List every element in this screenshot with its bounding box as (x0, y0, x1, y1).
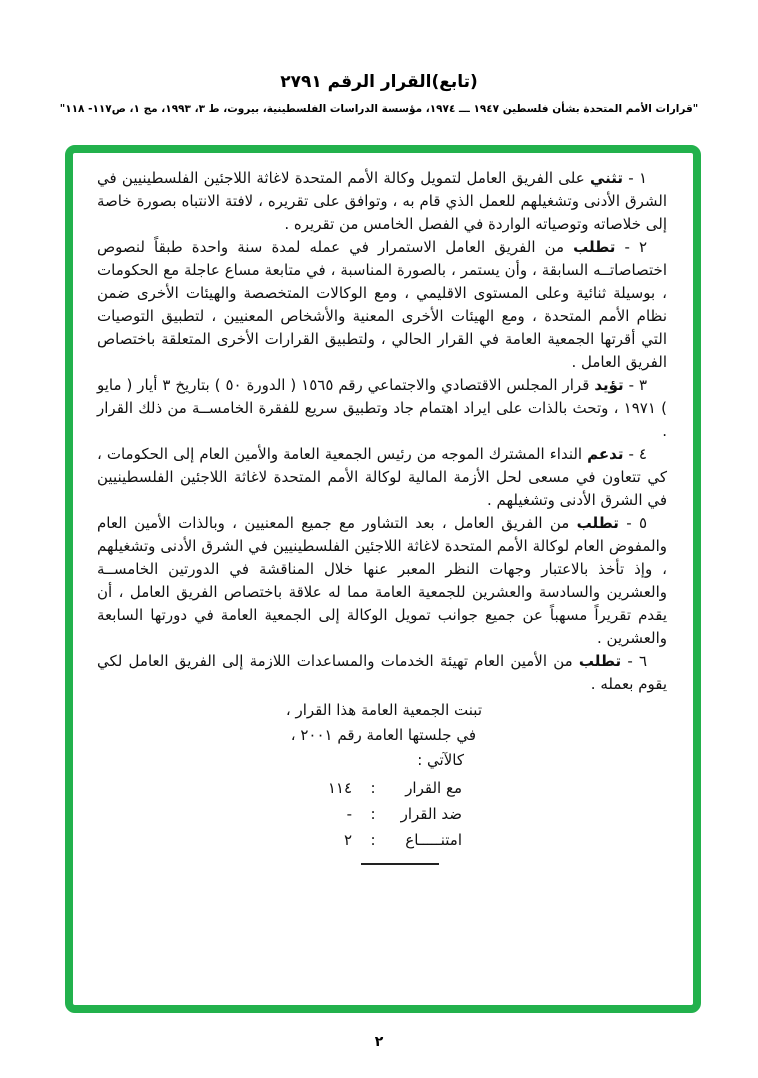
resolution-paragraph-6 (97, 650, 667, 696)
vote-against-label: ضد القرار (400, 805, 462, 823)
resolution-paragraph-2 (97, 236, 667, 374)
vote-abstain-count: ٢ (343, 831, 352, 849)
vote-row-against (97, 801, 462, 827)
paragraph-lead-word: تطلب (578, 652, 622, 670)
paragraph-number: ٥ - (626, 514, 647, 532)
vote-against-count: - (346, 805, 352, 823)
paragraph-number: ٤ - (628, 445, 647, 463)
paragraph-text: من الفريق العامل ، بعد التشاور مع جميع المعنيين ، وبالذات الأمين العام والمفوض العام لوكالة الأمم المتحدة لاغاثة اللاجئين الفلسطينيين في الشرق الأدنى وتشغيلهم ، وإذ تأخذ بالاعتبار وجهات النظر المعبر عنها خلال المناقشة في الدورتين الخامســة والعشرين والسادسة والعشرين للجمعية العامة مما له علاقة باختصاص الفريق العامل ، أن يقدم تقريراً مسهباً عن جميع جوانب تمويل الوكالة إلى الجمعية العامة في دورتها السابعة والعشرين . (97, 514, 667, 647)
vote-results (97, 775, 462, 853)
resolution-body (73, 153, 693, 1005)
vote-for-label: مع القرار (405, 779, 462, 797)
vote-row-abstain (97, 827, 462, 853)
vote-separator: : (370, 779, 376, 797)
paragraph-lead-word: تثني (589, 169, 623, 187)
resolution-paragraph-1 (97, 167, 667, 236)
paragraph-text: من الفريق العامل الاستمرار في عمله لمدة سنة واحدة طبقاً لنصوص اختصاصاتــه السابقة ، وأن يستمر ، بالصورة المناسبة ، في متابعة مساع عاجلة مع الحكومات ، بوسيلة ثنائية وعلى المستوى الاقليمي ، ومع الوكالات المتخصصة والهيئات الأخرى ضمن نظام الأمم المتحدة ، ومع الهيئات الأخرى المعنية والأشخاص المعنيين ، لتطبيق التوصيات التي أقرتها الجمعية العامة في القرار الحالي ، ولتطبيق القرارات الأخرى المتعلقة باختصاص الفريق العامل . (97, 238, 667, 371)
resolution-title: (تابع)القرار الرقم ٢٧٩١ (280, 72, 478, 92)
paragraph-text: من الأمين العام تهيئة الخدمات والمساعدات اللازمة إلى الفريق العامل لكي يقوم بعمله . (97, 652, 667, 693)
resolution-paragraph-5 (97, 512, 667, 650)
adoption-line-2: في جلستها العامة رقم ٢٠٠١ ، (290, 726, 476, 744)
paragraph-number: ٦ - (627, 652, 647, 670)
adoption-line-3: كالآتي : (417, 751, 464, 769)
paragraph-number: ٣ - (628, 376, 647, 394)
resolution-paragraph-3 (97, 374, 667, 443)
resolution-paragraph-4 (97, 443, 667, 512)
paragraph-text: على الفريق العامل لتمويل وكالة الأمم المتحدة لاغاثة اللاجئين الفلسطينيين في الشرق الأدنى وتشغيلهم للعمل الذي قام به ، وتوافق على تقريره ، لافتة الانتباه بصورة خاصة إلى خلاصاته وتوصياته الواردة في الفصل الخامس من تقريره . (97, 169, 667, 233)
vote-separator: : (370, 831, 376, 849)
paragraph-text: قرار المجلس الاقتصادي والاجتماعي رقم ١٥٦٥ ( الدورة ٥٠ ) بتاريخ ٣ أيار ( مايو ) ١٩٧١ ، وتحث بالذات على ايراد اهتمام جاد وتطبيق سريع للفقرة الخامســة من ذلك القرار . (97, 376, 667, 440)
paragraph-lead-word: تؤيد (594, 376, 624, 394)
vote-separator: : (370, 805, 376, 823)
source-citation-line: "قرارات الأمم المتحدة بشأن فلسطين ١٩٤٧ ـــ ١٩٧٤، مؤسسة الدراسات الفلسطينية، بيروت، ط ٣، ١٩٩٣، مج ١، ص١١٧- ١١٨" (59, 103, 699, 115)
end-divider-rule (361, 863, 439, 865)
vote-abstain-label: امتنـــــاع (405, 831, 462, 849)
paragraph-text: النداء المشترك الموجه من رئيس الجمعية العامة والأمين العام إلى الحكومات ، كي تتعاون في مسعى لحل الأزمة المالية لوكالة الأمم المتحدة لاغاثة اللاجئين الفلسطينيين في الشرق الأدنى وتشغيلهم . (97, 445, 667, 509)
green-border-frame (65, 145, 701, 1013)
paragraph-number: ١ - (628, 169, 647, 187)
adoption-line-1: تبنت الجمعية العامة هذا القرار ، (285, 701, 482, 719)
vote-row-for (97, 775, 462, 801)
adoption-statement (97, 698, 482, 773)
vote-for-count: ١١٤ (327, 779, 352, 797)
paragraph-number: ٢ - (624, 238, 647, 256)
page-number: ٢ (374, 1034, 384, 1050)
paragraph-lead-word: تدعم (587, 445, 624, 463)
paragraph-lead-word: تطلب (576, 514, 619, 532)
paragraph-lead-word: تطلب (573, 238, 616, 256)
